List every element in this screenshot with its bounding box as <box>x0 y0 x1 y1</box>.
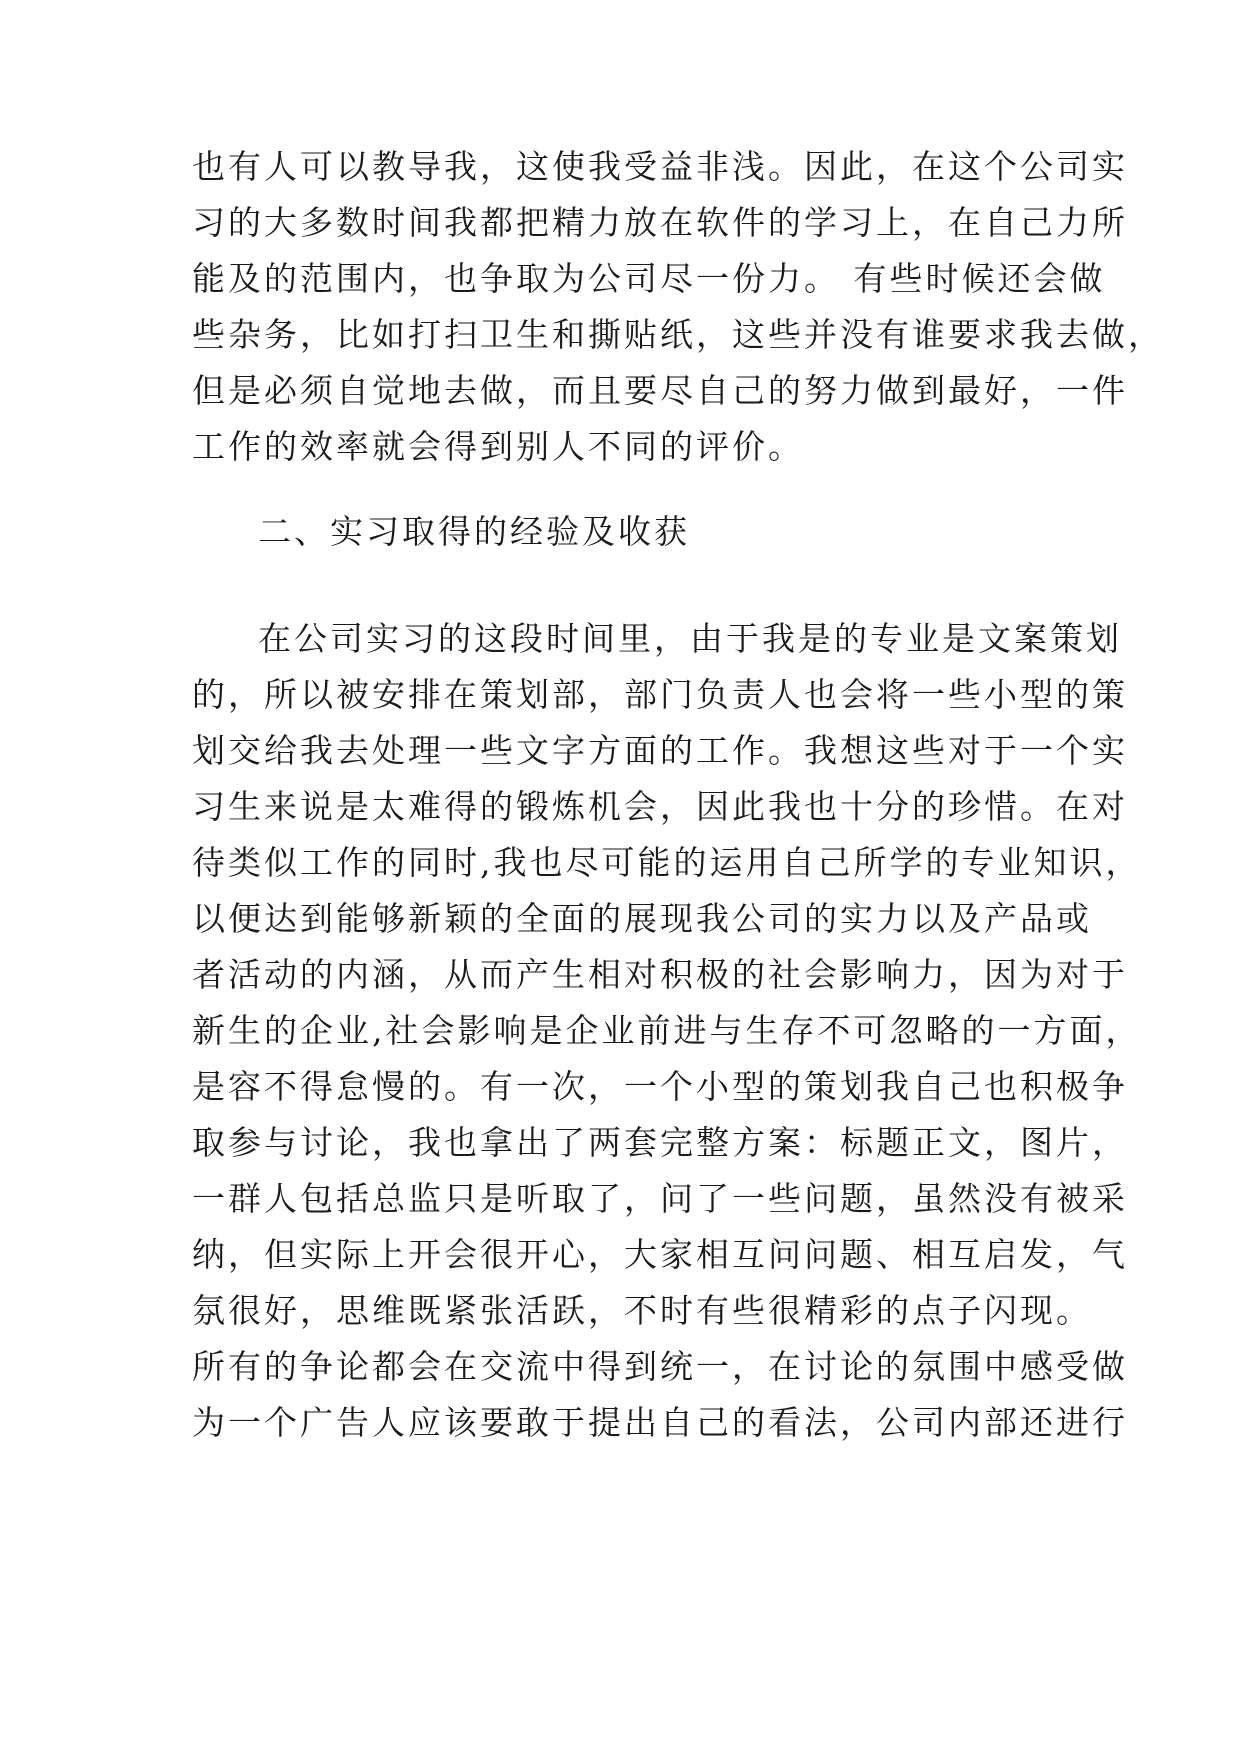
paragraph-2-line-8: 新生的企业,社会影响是企业前进与生存不可忽略的一方面， <box>192 1011 1142 1050</box>
paragraph-2-line-12: 纳，但实际上开会很开心，大家相互问问题、相互启发，气 <box>192 1235 1128 1274</box>
paragraph-2-line-13: 氛很好，思维既紧张活跃，不时有些很精彩的点子闪现。 <box>192 1291 1092 1330</box>
paragraph-2-line-15: 为一个广告人应该要敢于提出自己的看法，公司内部还进行 <box>192 1403 1128 1442</box>
paragraph-1-line-4: 些杂务，比如打扫卫生和撕贴纸，这些并没有谁要求我去做， <box>192 315 1164 354</box>
paragraph-2-line-2: 的，所以被安排在策划部，部门负责人也会将一些小型的策 <box>192 675 1128 714</box>
paragraph-2-line-4: 习生来说是太难得的锻炼机会，因此我也十分的珍惜。在对 <box>192 787 1128 826</box>
paragraph-1-line-2: 习的大多数时间我都把精力放在软件的学习上，在自己力所 <box>192 203 1128 242</box>
paragraph-1-line-5: 但是必须自觉地去做，而且要尽自己的努力做到最好，一件 <box>192 371 1128 410</box>
paragraph-2-line-14: 所有的争论都会在交流中得到统一，在讨论的氛围中感受做 <box>192 1347 1128 1386</box>
paragraph-2-line-11: 一群人包括总监只是听取了，问了一些问题，虽然没有被采 <box>192 1179 1128 1218</box>
paragraph-1-line-1: 也有人可以教导我，这使我受益非浅。因此，在这个公司实 <box>192 147 1128 186</box>
paragraph-2-line-3: 划交给我去处理一些文字方面的工作。我想这些对于一个实 <box>192 731 1128 770</box>
paragraph-1-line-3: 能及的范围内，也争取为公司尽一份力。 有些时候还会做 <box>192 259 1106 298</box>
paragraph-2-line-7: 者活动的内涵，从而产生相对积极的社会影响力，因为对于 <box>192 955 1128 994</box>
paragraph-2-line-1: 在公司实习的这段时间里，由于我是的专业是文案策划 <box>258 619 1122 658</box>
paragraph-2-line-10: 取参与讨论，我也拿出了两套完整方案：标题正文，图片， <box>192 1123 1128 1162</box>
paragraph-1-line-6: 工作的效率就会得到别人不同的评价。 <box>192 427 804 466</box>
paragraph-2-line-6: 以便达到能够新颖的全面的展现我公司的实力以及产品或 <box>192 899 1092 938</box>
paragraph-2-line-9: 是容不得怠慢的。有一次，一个小型的策划我自己也积极争 <box>192 1067 1128 1106</box>
section-heading: 二、实习取得的经验及收获 <box>258 512 690 551</box>
paragraph-2-line-5: 待类似工作的同时,我也尽可能的运用自己所学的专业知识， <box>192 843 1142 882</box>
